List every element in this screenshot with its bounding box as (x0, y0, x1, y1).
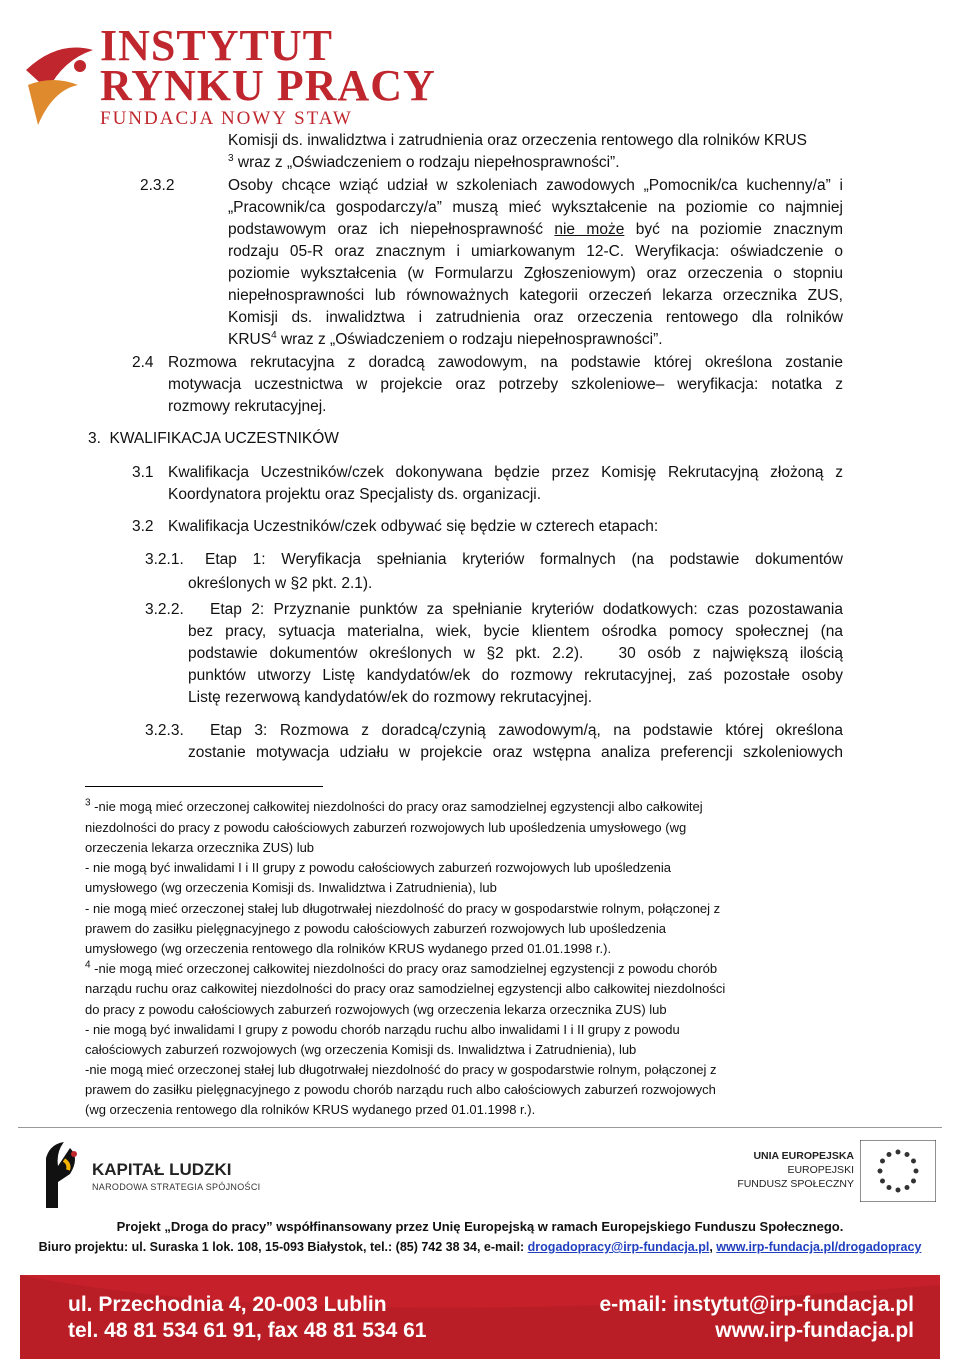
footnote-3-line8: umysłowego (wg orzeczenia rentowego dla rolników KRUS wydanego przed 01.01.1998 r.). (85, 941, 612, 956)
p322-line1: Etap 2: Przyznanie punktów za spełnianie kryteriów dodatkowych: czas pozostawania (210, 601, 843, 618)
section-number-3-1: 3.1 (132, 464, 154, 481)
logo-name-line1: INSTYTUT (100, 21, 333, 70)
footnote-3-marker: 3 (85, 797, 91, 809)
footnote-4-line1: $^4$ -nie mogą mieć orzeczonej całkowitej niezdolności do pracy oraz samodzielnej egzystencji z powodu chorób (85, 959, 718, 976)
section-number-3-2-3: 3.2.3. (145, 722, 184, 739)
eu-logo (712, 1138, 938, 1204)
footnote-4-line2: narządu ruchu oraz całkowitej niezdolności do pracy oraz samodzielnej egzystencji albo całkowitej niezdolności (85, 981, 726, 996)
p24-line1: Rozmowa rekrutacyjna z doradcą zawodowym, na podstawie której określona zostanie (168, 354, 843, 371)
footer-divider (18, 1127, 942, 1128)
eu-line3: FUNDUSZ SPOŁECZNY (737, 1178, 854, 1190)
footnote-3-line1: $^3$ -nie mogą mieć orzeczonej całkowitej niezdolności do pracy oraz samodzielnej egzystencji albo całkowitej (85, 797, 703, 814)
office-info-line: Biuro projektu: ul. Suraska 1 lok. 108, 15-093 Białystok, tel.: (85) 742 38 34, e-mail: drogadopracy@irp-fundacja.pl, www.irp-fundacja.pl/drogadopracy (38, 1240, 922, 1254)
footnote-3-line2: niezdolności do pracy z powodu całościowych zaburzeń rozwojowych lub upośledzenia umysłowego (wg (85, 820, 687, 835)
section-heading-3: 3. KWALIFIKACJA UCZESTNIKÓW (88, 430, 339, 447)
p232-line2: „Pracownik/ca gospodarczy/a” muszą mieć wykształcenie na poziomie co najmniej (228, 199, 843, 216)
footnote-4-line3: do pracy z powodu całościowych zaburzeń rozwojowych (wg orzeczenia lekarza orzecznika ZUS) lub (85, 1002, 667, 1017)
logo-mark-icon (18, 30, 98, 130)
p31-line2: Koordynatora projektu oraz Specjalisty ds. organizacji. (168, 486, 542, 503)
contact-www[interactable]: www.irp-fundacja.pl (715, 1319, 914, 1342)
p232-line3: podstawowym oraz ich niepełnosprawność nie może być na poziomie znacznym (228, 221, 843, 238)
footnote-3-line6: - nie mogą mieć orzeczonej stałej lub długotrwałej niezdolność do pracy w gospodarstwie rolnym, połączonej z (85, 901, 721, 916)
footnote-ref-4[interactable]: 4 (271, 329, 277, 341)
p322-line3: podstawie dokumentów określonych w §2 pkt. 2.2). 30 osób z największą ilością (188, 645, 843, 662)
footnote-3-line5: umysłowego (wg orzeczenia Komisji ds. Inwalidztwa i Zatrudnienia), lub (85, 880, 497, 895)
section-number-3-2-1: 3.2.1. (145, 551, 184, 568)
p232-line1: Osoby chcące wziąć udział w szkoleniach zawodowych „Pomocnik/ca kuchenny/a” i (228, 177, 843, 194)
p321-line2: określonych w §2 pkt. 2.1). (188, 575, 373, 592)
contact-bar (20, 1275, 940, 1359)
footnote-4-line6: -nie mogą mieć orzeczonej stałej lub długotrwałej niezdolność do pracy w gospodarstwie rolnym, połączonej z (85, 1062, 717, 1077)
p24-line3: rozmowy rekrutacyjnej. (168, 398, 327, 415)
contact-email[interactable]: e-mail: instytut@irp-fundacja.pl (599, 1293, 914, 1316)
intro-line2: $^3$ wraz z „Oświadczeniem o rodzaju niepełnosprawności”. (228, 152, 620, 171)
footnote-4-marker: 4 (85, 959, 91, 971)
emphasis-nie-moze: nie może (554, 221, 625, 238)
p323-line1: Etap 3: Rozmowa z doradcą/czynią zawodowym/ą, na podstawie której określona (210, 722, 843, 739)
p321-line1: Etap 1: Weryfikacja spełniania kryteriów formalnych (na podstawie dokumentów (205, 551, 843, 568)
p232-line4: rodzaju 05-R oraz znacznym i umiarkowanym 12-C. Weryfikacja: oświadczenie o (228, 243, 843, 260)
kapital-ludzki-subtitle: NARODOWA STRATEGIA SPÓJNOŚCI (92, 1182, 261, 1192)
footnote-4-line5: całościowych zaburzeń rozwojowych (wg orzeczenia Komisji ds. Inwalidztwa i Zatrudnienia), lub (85, 1042, 637, 1057)
kapital-ludzki-title: KAPITAŁ LUDZKI (92, 1160, 232, 1179)
p232-line7: Komisji ds. inwalidztwa i zatrudnienia oraz orzeczenia rentowego dla rolników (228, 309, 843, 326)
contact-phone: tel. 48 81 534 61 91, fax 48 81 534 61 (68, 1319, 427, 1342)
contact-address: ul. Przechodnia 4, 20-003 Lublin (68, 1293, 387, 1316)
p24-line2: motywacja uczestnictwa w projekcie oraz potrzeby szkoleniowe– weryfikacja: notatka z (168, 376, 843, 393)
eu-line1: UNIA EUROPEJSKA (753, 1150, 854, 1162)
section-number-3-2: 3.2 (132, 518, 154, 535)
section-number-2-4: 2.4 (132, 354, 154, 371)
contact-bar-background (20, 1275, 940, 1359)
intro-line1: Komisji ds. inwalidztwa i zatrudnienia oraz orzeczenia rentowego dla rolników KRUS (228, 132, 807, 149)
eu-line2: EUROPEJSKI (787, 1164, 854, 1176)
p32-line1: Kwalifikacja Uczestników/czek odbywać się będzie w czterech etapach: (168, 518, 659, 535)
footnote-4-line4: - nie mogą być inwalidami I grupy z powodu chorób narządu ruchu albo inwalidami I i II grupy z powodu (85, 1022, 680, 1037)
logo-subtitle: FUNDACJA NOWY STAW (100, 108, 353, 129)
footnote-4-line7: prawem do zasiłku pielęgnacyjnego z powodu chorób narządu ruch albo całościowych zaburzeń rozwojowych (85, 1082, 716, 1097)
p322-line2: bez pracy, sytuacja materialna, wiek, bycie klientem ośrodka pomocy społecznej (na (188, 623, 843, 640)
p232-line8: KRUS$^4$ wraz z „Oświadczeniem o rodzaju niepełnosprawności”. (228, 329, 663, 348)
p323-line2: zostanie motywacja udziału w projekcie oraz wstępna analiza preferencji szkoleniowych (188, 744, 843, 761)
p31-line1: Kwalifikacja Uczestników/czek dokonywana będzie przez Komisję Rekrutacyjną złożoną z (168, 464, 843, 481)
footnote-ref-3[interactable]: 3 (228, 152, 234, 164)
eu-flag-icon (860, 1140, 936, 1202)
p322-line4: punktów utworzy Listę kandydatów/ek do rozmowy rekrutacyjnej, zaś pozostałe osoby (188, 667, 843, 684)
footnote-3-line4: - nie mogą być inwalidami I i II grupy z powodu całościowych zaburzeń rozwojowych lub upośledzenia (85, 860, 672, 875)
p232-line6: niepełnosprawności lub równoważnych kategorii orzeczeń lekarza orzecznika ZUS, (228, 287, 843, 304)
kapital-ludzki-emblem-icon (40, 1138, 84, 1210)
footnote-separator (85, 786, 323, 787)
footnote-4-line8: (wg orzeczenia rentowego dla rolników KRUS wydanego przed 01.01.1998 r.). (85, 1102, 536, 1117)
project-info-line: Projekt „Droga do pracy” współfinansowany przez Unię Europejską w ramach Europejskiego Funduszu Społecznego. (116, 1219, 844, 1234)
office-email-link[interactable]: drogadopracy@irp-fundacja.pl (527, 1240, 710, 1254)
kapital-ludzki-logo (40, 1138, 261, 1210)
office-www-link[interactable]: www.irp-fundacja.pl/drogadopracy (716, 1240, 922, 1254)
section-number-2-3-2: 2.3.2 (140, 177, 175, 194)
section-number-3-2-2: 3.2.2. (145, 601, 184, 618)
p322-line5: Listę rezerwową kandydatów/ek do rozmowy rekrutacyjnej. (188, 689, 593, 706)
footnote-3-line7: prawem do zasiłku pielęgnacyjnego z powodu całościowych zaburzeń rozwojowych lub upośledzenia (85, 921, 666, 936)
p232-line5: poziomie wykształcenia (w Formularzu Zgłoszeniowym) oraz orzeczenia o stopniu (228, 265, 843, 282)
logo-name-line2: RYNKU PRACY (100, 61, 436, 110)
footnote-3-line3: orzeczenia lekarza orzecznika ZUS) lub (85, 840, 315, 855)
